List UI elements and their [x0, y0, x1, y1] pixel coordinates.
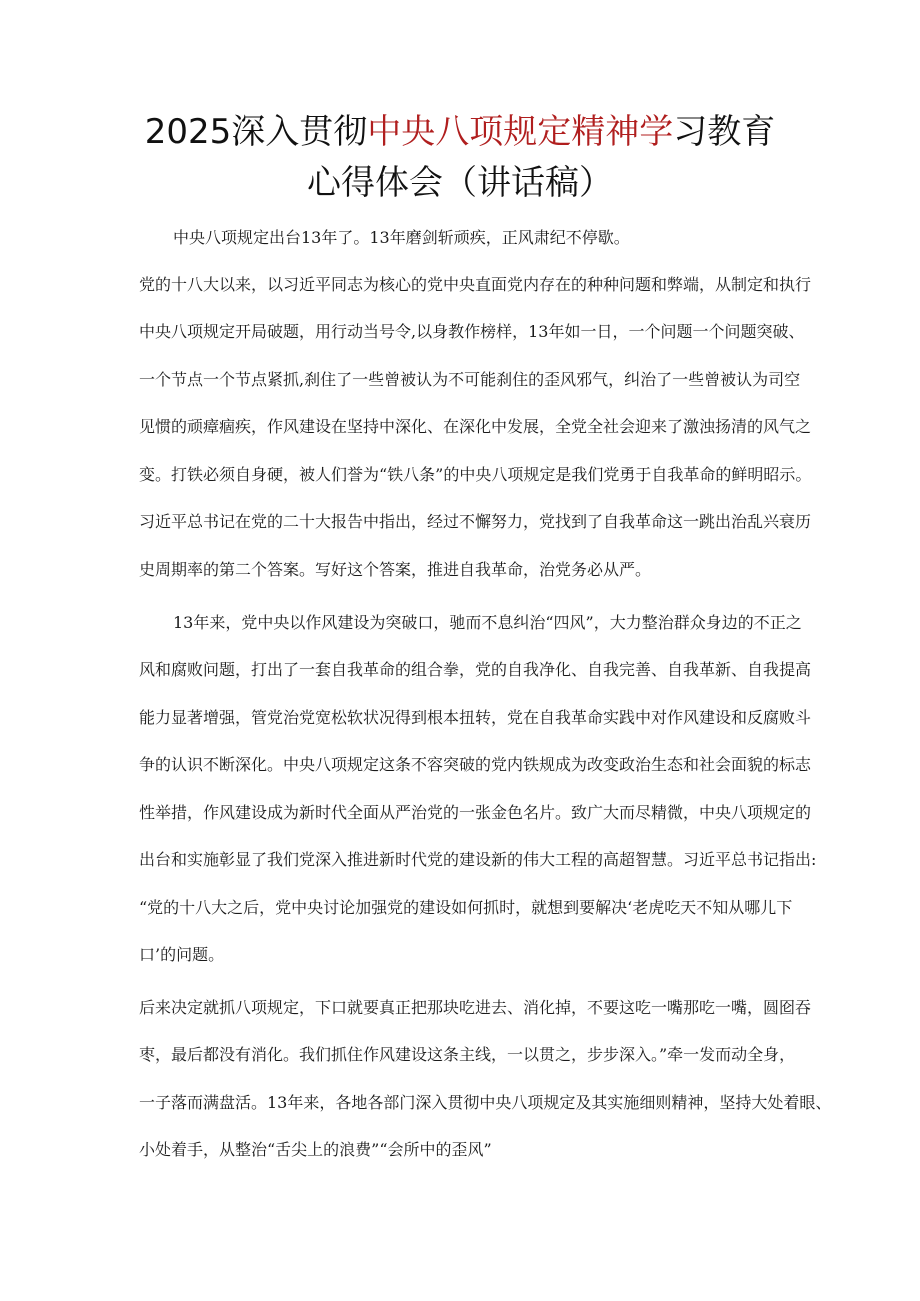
body-line: 中央八项规定开局破题，用行动当号令,以身教作榜样，13年如一日，一个问题一个问题突破、 — [139, 322, 805, 341]
body-line: 一个节点一个节点紧抓,刹住了一些曾被认为不可能刹住的歪风邪气，纠治了一些曾被认为司空 — [139, 370, 801, 389]
title-line-1 — [0, 109, 920, 155]
body-line: 出台和实施彰显了我们党深入推进新时代党的建设新的伟大工程的高超智慧。习近平总书记指出: — [139, 850, 817, 869]
title-line-2: 心得体会（讲话稿） — [307, 163, 613, 203]
body-line: 小处着手，从整治“舌尖上的浪费”“会所中的歪风” — [139, 1140, 492, 1159]
body-line: 习近平总书记在党的二十大报告中指出，经过不懈努力，党找到了自我革命这一跳出治乱兴衰历 — [139, 512, 812, 531]
body-line: 中央八项规定出台13年了。13年磨剑斩顽疾，正风肃纪不停歇。 — [173, 228, 630, 247]
title-prefix: 2025深入贯彻 — [144, 112, 368, 152]
body-line: 枣，最后都没有消化。我们抓住作风建设这条主线，一以贯之，步步深入。”牵一发而动全身， — [139, 1045, 796, 1064]
title-highlight: 中央八项规定精神学 — [367, 112, 674, 152]
body-line: 争的认识不断深化。中央八项规定这条不容突破的党内铁规成为改变政治生态和社会面貌的标志 — [139, 755, 812, 774]
title-suffix: 习教育 — [673, 112, 776, 152]
body-line: 口’的问题。 — [139, 945, 225, 964]
body-line: 性举措，作风建设成为新时代全面从严治党的一张金色名片。致广大而尽精微，中央八项规定的 — [139, 803, 812, 822]
body-line: 史周期率的第二个答案。写好这个答案，推进自我革命，治党务必从严。 — [139, 560, 652, 579]
body-line: 一子落而满盘活。13年来，各地各部门深入贯彻中央八项规定及其实施细则精神，坚持大处着眼、 — [139, 1093, 832, 1112]
body-line: 风和腐败问题，打出了一套自我革命的组合拳，党的自我净化、自我完善、自我革新、自我提高 — [139, 660, 812, 679]
body-line: 见惯的顽瘴痼疾，作风建设在坚持中深化、在深化中发展，全党全社会迎来了激浊扬清的风气之 — [139, 417, 812, 436]
body-line: 变。打铁必须自身硬，被人们誉为“铁八条”的中央八项规定是我们党勇于自我革命的鲜明昭示。 — [139, 465, 812, 484]
body-line: 能力显著增强，管党治党宽松软状况得到根本扭转，党在自我革命实践中对作风建设和反腐败斗 — [139, 708, 812, 727]
body-line: 后来决定就抓八项规定，下口就要真正把那块吃进去、消化掉，不要这吃一嘴那吃一嘴，圆囵吞 — [139, 998, 812, 1017]
body-line: “党的十八大之后，党中央讨论加强党的建设如何抓时，就想到要解决‘老虎吃天不知从哪儿下 — [139, 898, 793, 917]
body-line: 党的十八大以来，以习近平同志为核心的党中央直面党内存在的种种问题和弊端，从制定和执行 — [139, 275, 812, 294]
body-line: 13年来，党中央以作风建设为突破口，驰而不息纠治“四风”，大力整治群众身边的不正之 — [173, 613, 802, 632]
